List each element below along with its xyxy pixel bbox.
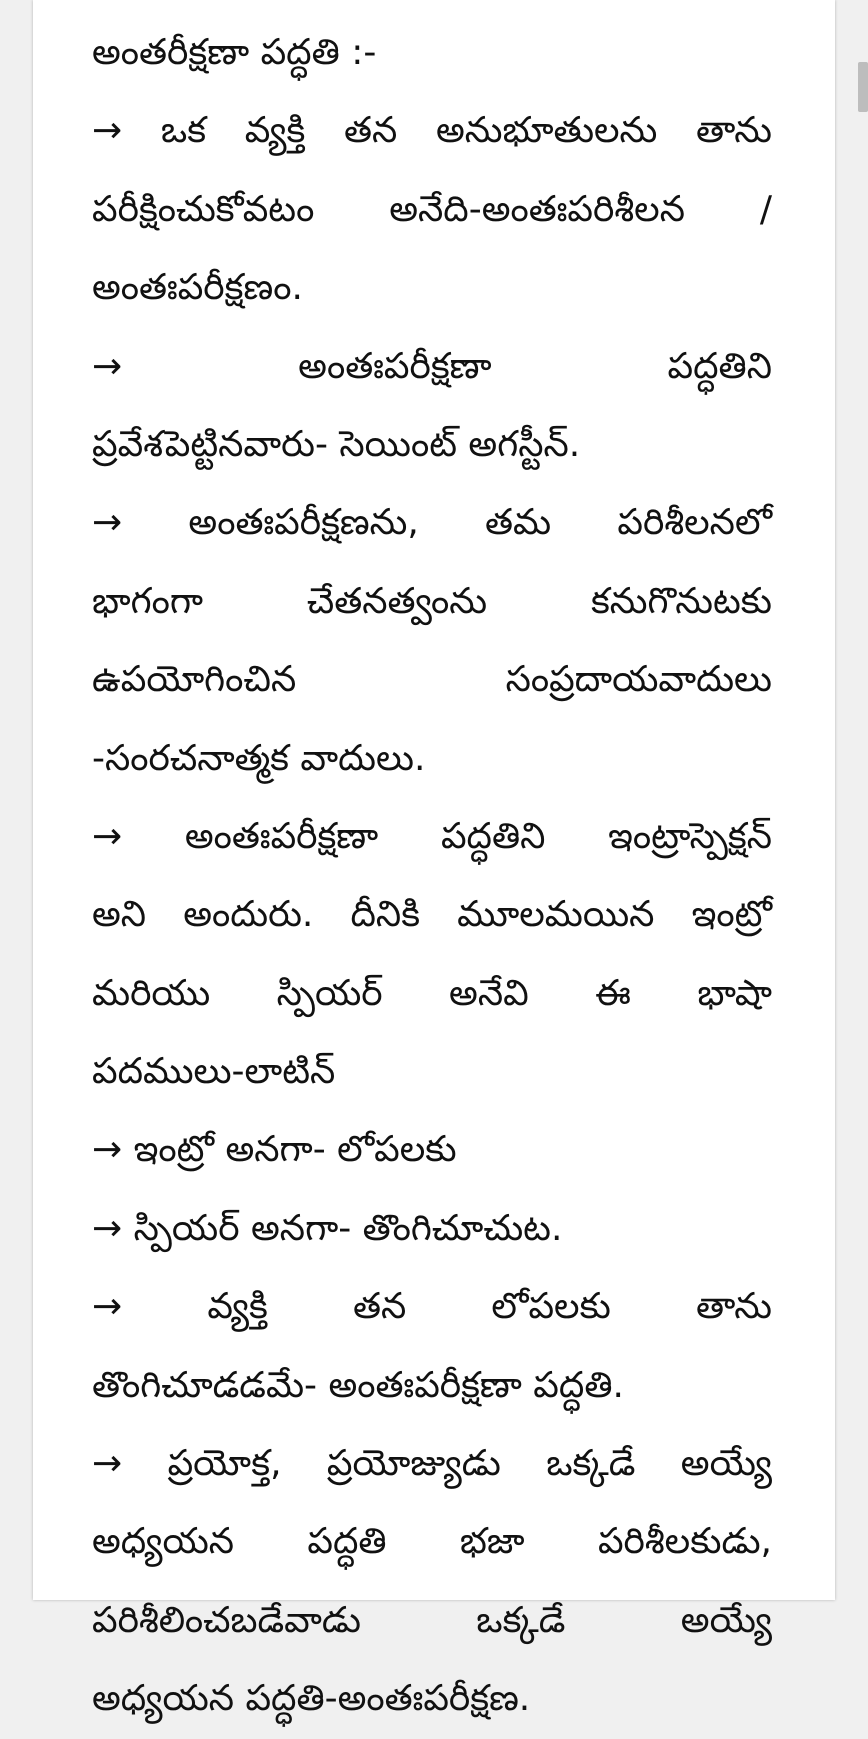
- text-word: తాను: [696, 110, 772, 152]
- text-line: [92, 484, 772, 562]
- text-word: అంతఃపరీక్షణను,: [188, 502, 419, 544]
- text-word: మరియు: [92, 972, 211, 1014]
- text-word: ఇంట్రాస్పెక్షన్: [608, 815, 772, 857]
- text-word: వ్యక్తి: [207, 1286, 268, 1328]
- text-word: అయ్యే: [680, 1599, 772, 1641]
- text-line: [92, 171, 772, 249]
- text-word: ఒక్కడే: [546, 1443, 636, 1485]
- text-line: [92, 876, 772, 954]
- text-word: ఇంట్రో: [691, 894, 772, 936]
- text-word: భాషా: [697, 972, 772, 1014]
- text-word: అందురు.: [183, 894, 314, 936]
- text-line: -సంరచనాత్మక వాదులు.: [92, 737, 426, 779]
- text-line: [92, 1582, 772, 1660]
- text-line: [92, 1503, 772, 1581]
- text-word: అని: [92, 894, 147, 936]
- section-heading: అంతరీక్షణా పద్ధతి :-: [92, 32, 377, 73]
- text-word: పరిశీలకుడు,: [597, 1521, 772, 1563]
- text-line: తొంగిచూడడమే- అంతఃపరీక్షణా పద్ధతి.: [92, 1364, 624, 1406]
- arrow-icon: →: [92, 1443, 123, 1485]
- text-line: [92, 798, 772, 876]
- text-word: వ్యక్తి: [244, 110, 306, 152]
- text-word: స్పియర్: [276, 972, 383, 1014]
- text-word: అనేది-అంతఃపరిశీలన: [389, 188, 685, 230]
- text-word: పద్ధతిని: [440, 815, 546, 857]
- arrow-icon: →: [92, 345, 123, 387]
- text-line: [92, 328, 772, 406]
- text-word: చేతనత్వంను: [306, 580, 488, 622]
- text-word: అనేవి: [449, 972, 529, 1014]
- arrow-icon: →: [92, 815, 123, 857]
- document-body: [92, 14, 772, 1739]
- text-word: ప్రయోక్త,: [167, 1443, 282, 1485]
- text-word: ఈ: [595, 972, 631, 1014]
- text-word: మూలమయిన: [457, 894, 655, 936]
- text-word: అంతఃపరీక్షణా: [298, 345, 492, 387]
- text-word: భాగంగా: [92, 580, 203, 622]
- text-word: పరీక్షించుకోవటం: [92, 188, 315, 230]
- text-line: [92, 1425, 772, 1503]
- text-word: పరిశీలనలో: [617, 502, 772, 544]
- text-line: [92, 1268, 772, 1346]
- text-word: /: [759, 188, 772, 230]
- text-line: అధ్యయన పద్ధతి-అంతఃపరీక్షణ.: [92, 1678, 531, 1720]
- text-word: తాను: [695, 1286, 772, 1328]
- text-word: అంతఃపరీక్షణా: [184, 815, 379, 857]
- text-word: తన: [352, 1286, 407, 1328]
- text-word: ఒక: [160, 110, 207, 152]
- text-line: → ఇంట్రో అనగా- లోపలకు: [92, 1129, 457, 1171]
- text-word: అధ్యయన: [92, 1521, 235, 1563]
- text-word: కనుగొనుటకు: [590, 580, 772, 622]
- arrow-icon: →: [92, 502, 123, 544]
- text-word: పద్ధతిని: [667, 345, 772, 387]
- text-word: అనుభూతులను: [435, 110, 658, 152]
- text-word: తన: [343, 110, 398, 152]
- text-word: సంప్రదాయవాదులు: [505, 659, 772, 701]
- text-line: → స్పియర్ అనగా- తొంగిచూచుట.: [92, 1207, 563, 1249]
- text-word: ప్రయోజ్యుడు: [326, 1443, 501, 1485]
- text-line: [92, 641, 772, 719]
- text-line: [92, 955, 772, 1033]
- text-word: భజా: [459, 1521, 525, 1563]
- text-word: దీనికి: [350, 894, 420, 936]
- text-word: పద్ధతి: [307, 1521, 387, 1563]
- text-word: లోపలకు: [491, 1286, 611, 1328]
- text-line: అంతఃపరీక్షణం.: [92, 267, 303, 309]
- text-word: ఒక్కడే: [476, 1599, 566, 1641]
- text-word: అయ్యే: [680, 1443, 772, 1485]
- text-line: [92, 563, 772, 641]
- arrow-icon: →: [92, 1286, 123, 1328]
- text-line: ప్రవేశపెట్టినవారు- సెయింట్ అగస్టీన్.: [92, 423, 581, 465]
- text-line: పదములు-లాటిన్: [92, 1051, 336, 1093]
- text-line: [92, 92, 772, 170]
- text-word: పరిశీలించబడేవాడు: [92, 1599, 361, 1641]
- text-word: తమ: [485, 502, 552, 544]
- text-word: ఉపయోగించిన: [92, 659, 297, 701]
- arrow-icon: →: [92, 110, 123, 152]
- scrollbar-thumb[interactable]: [858, 62, 868, 112]
